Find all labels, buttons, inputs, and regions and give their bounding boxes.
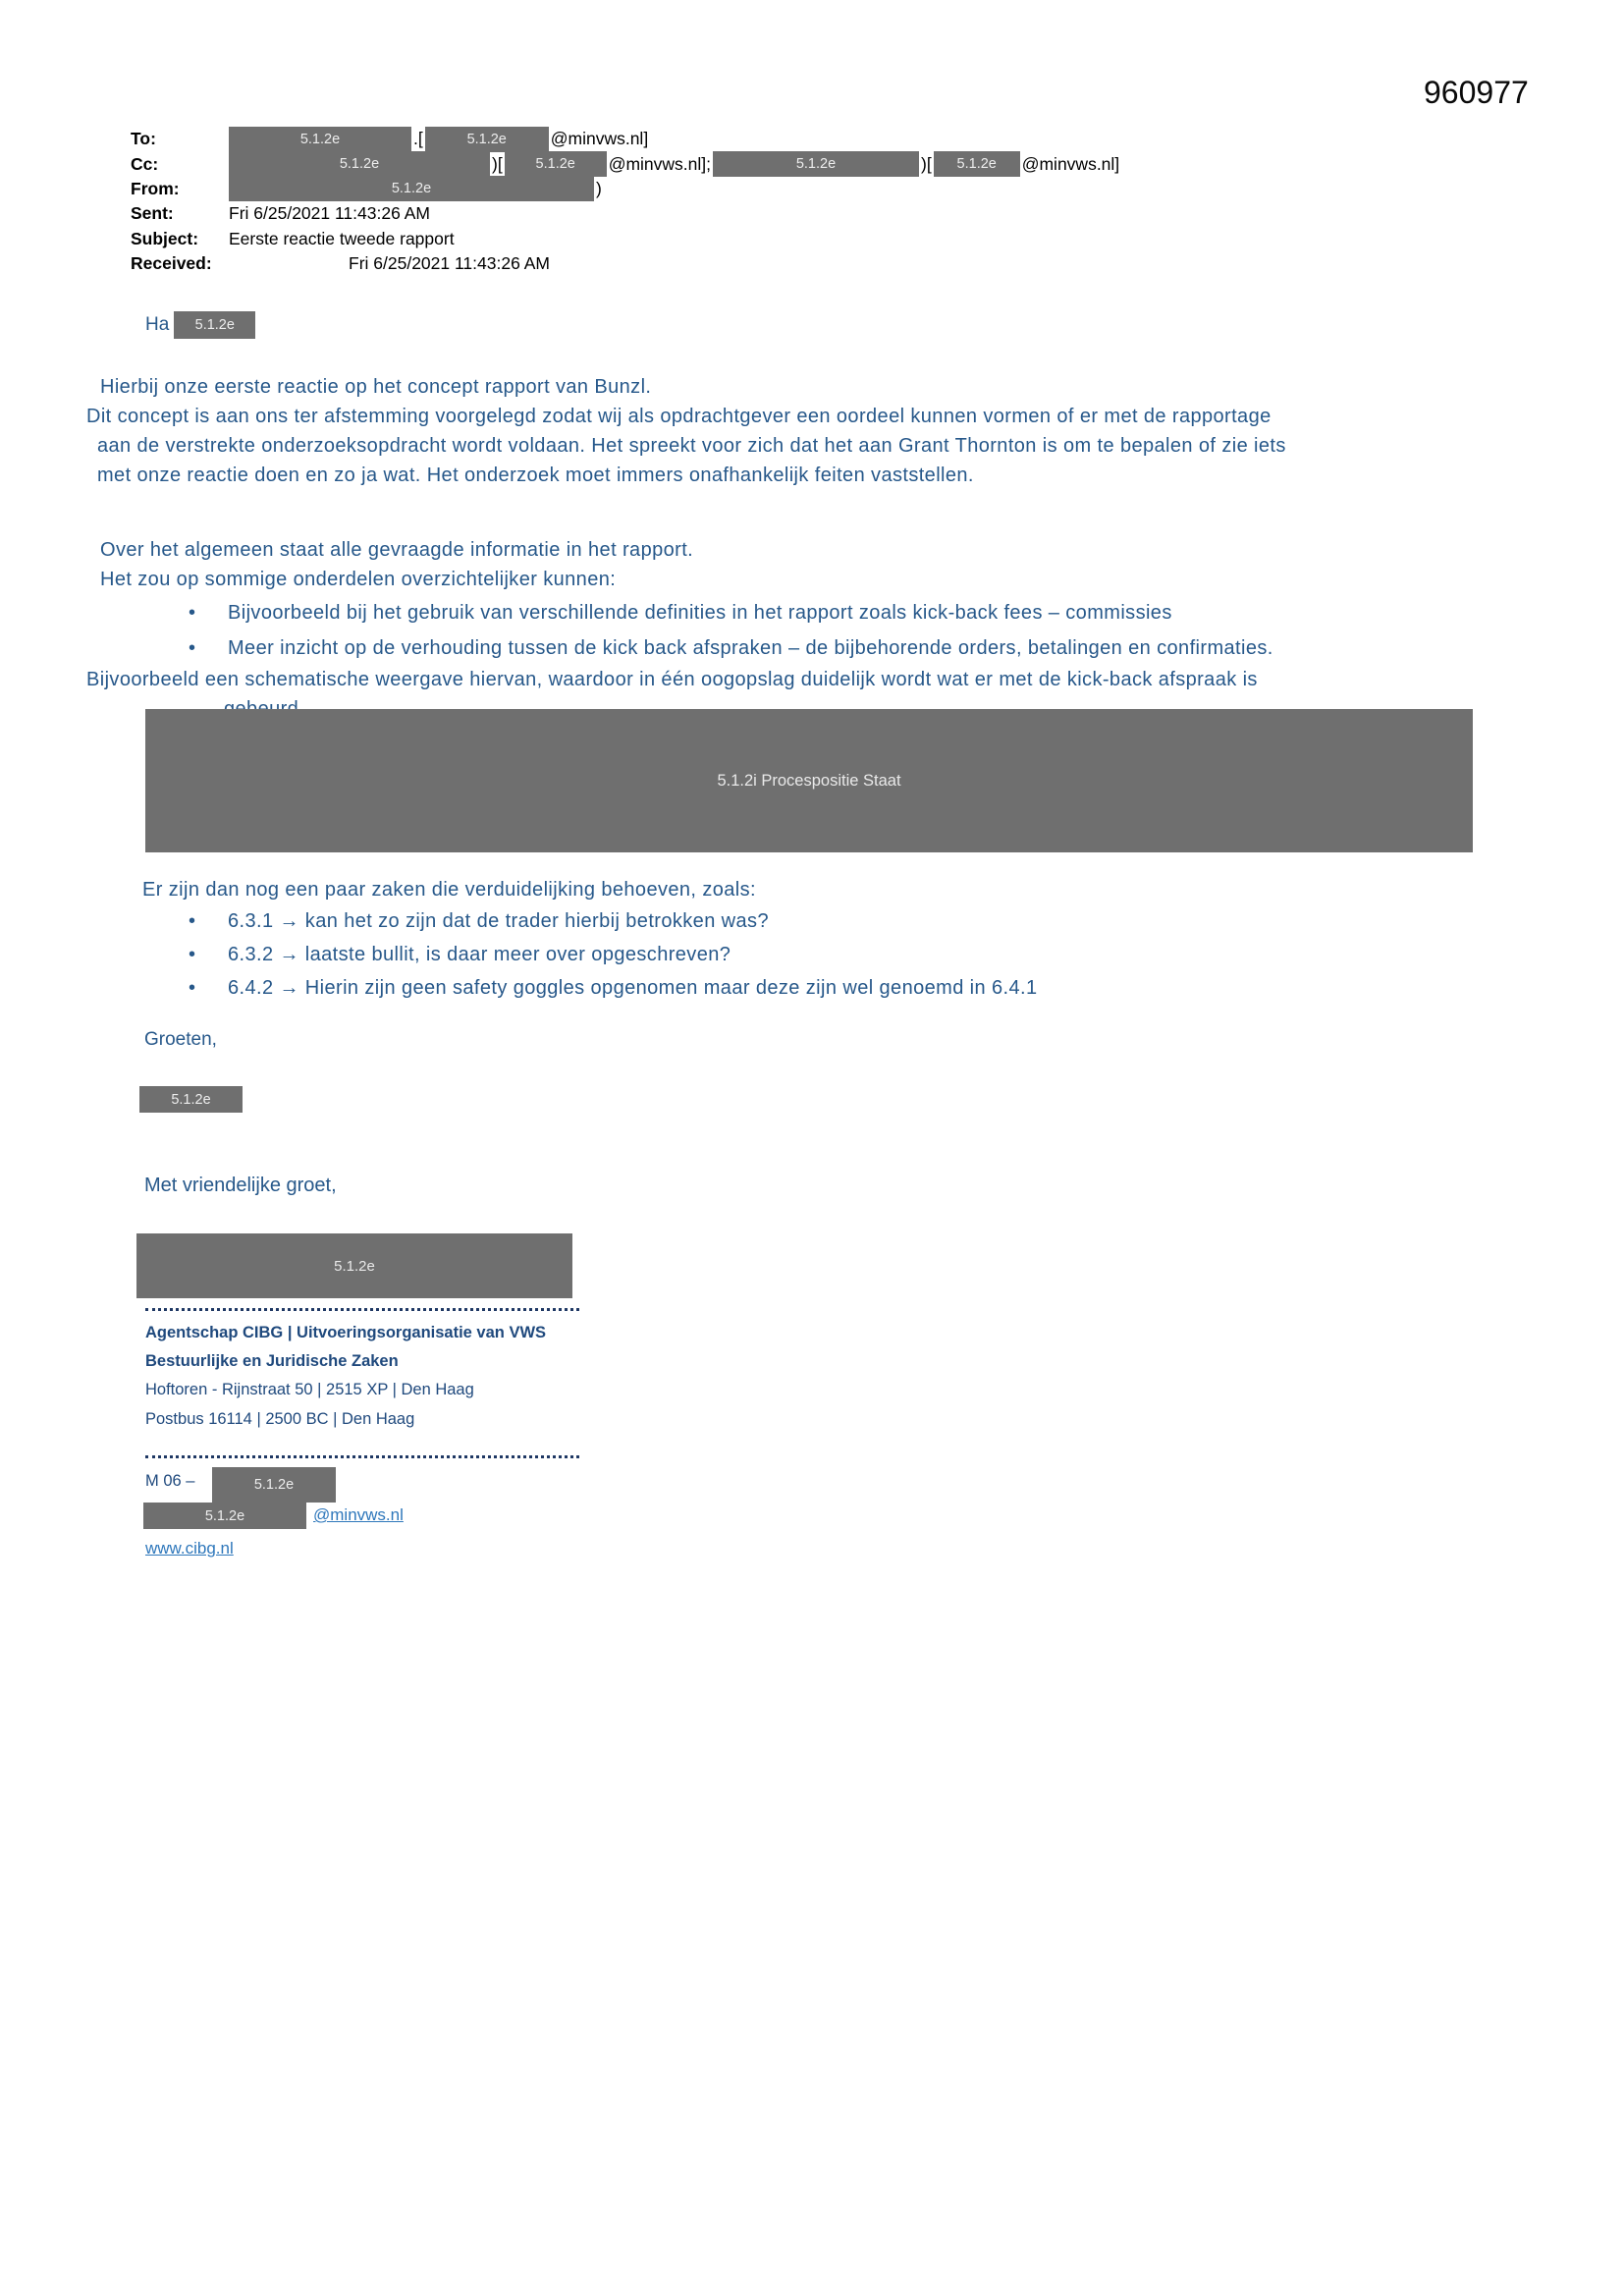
redaction-box: 5.1.2e	[713, 151, 919, 177]
email-link[interactable]: @minvws.nl	[313, 1505, 404, 1524]
redaction-label: 5.1.2e	[334, 1257, 375, 1275]
redaction-box	[136, 1233, 572, 1298]
cc-address-suffix-2: @minvws.nl]	[1021, 153, 1120, 174]
paragraph-feedback-general	[86, 535, 1579, 724]
body-line: Er zijn dan nog een paar zaken die verduidelijking behoeven, zoals:	[142, 879, 756, 901]
header-row-cc	[131, 151, 1121, 176]
body-line: Hierbij onze eerste reactie op het concept rapport van Bunzl.	[100, 376, 652, 398]
cc-label: Cc:	[131, 153, 159, 174]
redaction-panel	[145, 709, 1473, 852]
bullet-text: 6.3.1 → kan het zo zijn dat de trader hierbij betrokken was?	[228, 910, 769, 932]
bullet-text: 6.4.2 → Hierin zijn geen safety goggles opgenomen maar deze zijn wel genoemd in 6.4.1	[228, 977, 1038, 999]
header-row-sent	[131, 201, 1121, 226]
cc-separator-2: )[	[921, 153, 932, 174]
paragraph-clarifications	[142, 875, 1576, 1005]
greeting-line	[145, 311, 255, 339]
redaction-box: 5.1.2e	[229, 127, 411, 152]
redaction-panel-label: 5.1.2i Procespositie Staat	[717, 771, 901, 790]
bullet-item	[86, 597, 1579, 629]
bullet-icon: •	[189, 977, 196, 999]
redaction-box: 5.1.2e	[229, 151, 490, 177]
dotted-divider	[145, 1455, 579, 1458]
bullet-text: Meer inzicht op de verhouding tussen de kick back afspraken – de bijbehorende orders, betalingen en confirmaties.	[228, 637, 1273, 659]
bullet-item	[142, 904, 1576, 938]
body-line: met onze reactie doen en zo ja wat. Het onderzoek moet immers onafhankelijk feiten vaststellen.	[97, 465, 974, 486]
redaction-box: 5.1.2e	[934, 151, 1020, 177]
redaction-box: 5.1.2e	[229, 176, 594, 201]
subject-label: Subject:	[131, 228, 199, 248]
redaction-box: 5.1.2e	[139, 1086, 243, 1113]
redaction-box: 5.1.2e	[212, 1467, 336, 1503]
redaction-box: 5.1.2e	[174, 311, 255, 339]
received-value: Fri 6/25/2021 11:43:26 AM	[349, 253, 550, 274]
closing-line: Groeten,	[144, 1029, 217, 1050]
header-row-received	[131, 251, 1121, 276]
greeting-text: Ha	[145, 314, 170, 335]
bullet-icon: •	[189, 602, 196, 624]
cc-address-suffix-1: @minvws.nl];	[608, 153, 712, 174]
paragraph-reaction-intro	[86, 372, 1579, 490]
dotted-divider	[145, 1308, 579, 1311]
signature-address-2: Postbus 16114 | 2500 BC | Den Haag	[145, 1410, 415, 1428]
bullet-icon: •	[189, 944, 196, 965]
header-row-from	[131, 177, 1121, 201]
signature-mobile-prefix: M 06 –	[145, 1472, 195, 1490]
email-header	[131, 127, 1121, 276]
bullet-item	[142, 971, 1576, 1005]
header-row-subject	[131, 227, 1121, 251]
received-label: Received:	[131, 253, 212, 274]
signature-org-line-1: Agentschap CIBG | Uitvoeringsorganisatie van VWS	[145, 1324, 547, 1341]
document-number: 960977	[1424, 75, 1529, 110]
bullet-item	[142, 938, 1576, 971]
signature-address-1: Hoftoren - Rijnstraat 50 | 2515 XP | Den Haag	[145, 1381, 474, 1398]
bullet-text: Bijvoorbeeld bij het gebruik van verschillende definities in het rapport zoals kick-back fees – commissies	[228, 602, 1172, 624]
body-line: Bijvoorbeeld een schematische weergave hiervan, waardoor in één oogopslag duidelijk wordt wat er met de kick-back afspraak is	[86, 669, 1258, 690]
body-line: Over het algemeen staat alle gevraagde informatie in het rapport.	[100, 539, 694, 561]
subject-value: Eerste reactie tweede rapport	[229, 228, 455, 248]
body-line: Dit concept is aan ons ter afstemming voorgelegd zodat wij als opdrachtgever een oordeel kunnen vormen of er met de rapportage	[86, 406, 1272, 427]
cc-separator-1: )[	[492, 153, 503, 174]
sent-value: Fri 6/25/2021 11:43:26 AM	[229, 203, 430, 224]
redaction-box: 5.1.2e	[425, 127, 549, 152]
from-label: From:	[131, 178, 180, 198]
bullet-item	[86, 632, 1579, 665]
signature-org-line-2: Bestuurlijke en Juridische Zaken	[145, 1352, 399, 1370]
bullet-text: 6.3.2 → laatste bullit, is daar meer over opgeschreven?	[228, 944, 731, 965]
body-line: aan de verstrekte onderzoeksopdracht wordt voldaan. Het spreekt voor zich dat het aan Grant Thornton is om te bepalen of zie iets	[97, 435, 1286, 457]
from-suffix: )	[596, 178, 602, 198]
redaction-box: 5.1.2e	[143, 1503, 306, 1529]
to-address-suffix: @minvws.nl]	[550, 129, 649, 149]
header-row-to	[131, 127, 1121, 151]
to-separator: .[	[413, 129, 423, 149]
to-label: To:	[131, 129, 156, 149]
sent-label: Sent:	[131, 203, 174, 224]
bullet-icon: •	[189, 910, 196, 932]
signature-block	[136, 1233, 785, 1577]
redaction-box: 5.1.2e	[505, 151, 607, 177]
signoff-line: Met vriendelijke groet,	[144, 1175, 337, 1196]
bullet-icon: •	[189, 637, 196, 659]
body-line: Het zou op sommige onderdelen overzichtelijker kunnen:	[100, 569, 617, 590]
website-link[interactable]: www.cibg.nl	[145, 1539, 234, 1558]
